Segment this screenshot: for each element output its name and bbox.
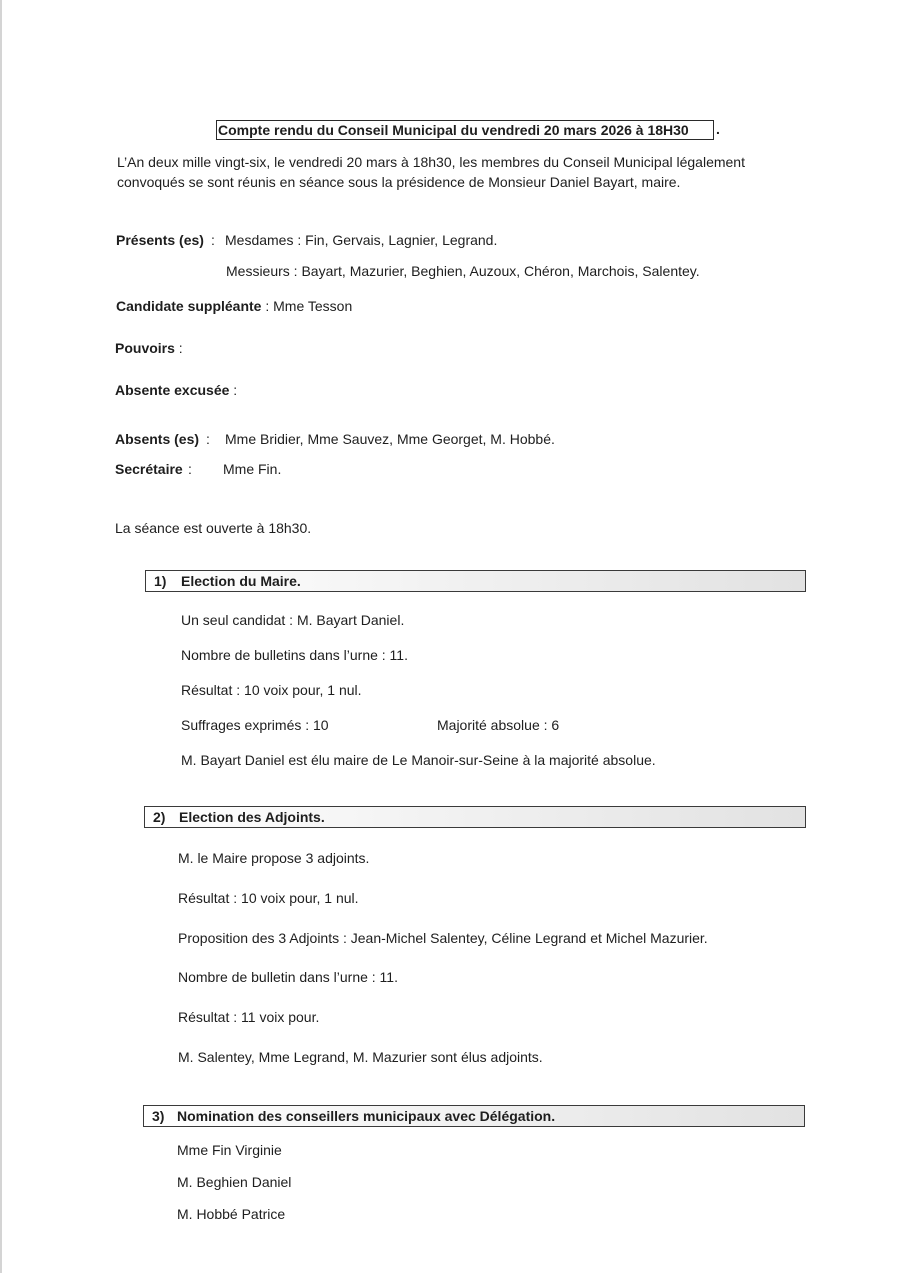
s1-elu: M. Bayart Daniel est élu maire de Le Manoir-sur-Seine à la majorité absolue. [181,752,656,768]
absents-value: Mme Bridier, Mme Sauvez, Mme Georget, M. Hobbé. [225,431,555,447]
excusee-row [115,381,237,399]
s1-resultat: Résultat : 10 voix pour, 1 nul. [181,682,362,698]
absents-sep: : [206,431,210,447]
document-title: Compte rendu du Conseil Municipal du vendredi 20 mars 2026 à 18H30 [216,120,714,140]
section-3-number: 3) [152,1108,165,1124]
section-2-header [144,806,806,828]
suppleante-row [116,297,352,315]
secretaire-sep: : [188,461,192,477]
s1-candidat: Un seul candidat : M. Bayart Daniel. [181,612,405,628]
intro-line-1: L’An deux mille vingt-six, le vendredi 20 mars à 18h30, les membres du Conseil Municipal légalement [117,154,745,170]
s2-propose: M. le Maire propose 3 adjoints. [178,850,370,866]
excusee-value: : [233,382,238,398]
secretaire-label: Secrétaire [115,461,183,477]
s1-majorite: Majorité absolue : 6 [437,717,560,733]
title-period: . [716,121,720,137]
opening-line: La séance est ouverte à 18h30. [115,520,312,536]
presents-label: Présents (es) [116,232,204,248]
presents-sep: : [211,232,215,248]
suppleante-label: Candidate suppléante [116,298,262,314]
s2-elus: M. Salentey, Mme Legrand, M. Mazurier sont élus adjoints. [178,1049,543,1065]
s2-resultat-1: Résultat : 10 voix pour, 1 nul. [178,890,359,906]
pouvoirs-value: : [178,340,183,356]
s3-name-2: M. Beghien Daniel [177,1174,292,1190]
intro-line-2: convoqués se sont réunis en séance sous la présidence de Monsieur Daniel Bayart, maire. [117,174,681,190]
s2-resultat-2: Résultat : 11 voix pour. [178,1009,320,1025]
s2-bulletin: Nombre de bulletin dans l’urne : 11. [178,969,398,985]
s3-name-3: M. Hobbé Patrice [177,1206,286,1222]
s1-bulletins: Nombre de bulletins dans l’urne : 11. [181,647,408,663]
s3-name-1: Mme Fin Virginie [177,1142,282,1158]
section-1-title: Election du Maire. [181,573,301,589]
presents-messieurs: Messieurs : Bayart, Mazurier, Beghien, Auzoux, Chéron, Marchois, Salentey. [226,263,700,279]
suppleante-value: : Mme Tesson [265,298,353,314]
excusee-label: Absente excusée [115,382,230,398]
pouvoirs-row [115,339,183,357]
presents-mesdames: Mesdames : Fin, Gervais, Lagnier, Legrand. [225,232,498,248]
section-2-number: 2) [153,809,166,825]
s2-proposition: Proposition des 3 Adjoints : Jean-Michel Salentey, Céline Legrand et Michel Mazurier. [178,930,708,946]
section-1-number: 1) [154,573,167,589]
section-2-title: Election des Adjoints. [179,809,325,825]
absents-label: Absents (es) [115,431,200,447]
pouvoirs-label: Pouvoirs [115,340,175,356]
s1-suffrages: Suffrages exprimés : 10 [181,717,329,733]
section-3-title: Nomination des conseillers municipaux avec Délégation. [177,1108,556,1124]
section-1-header [145,570,806,592]
section-3-header [143,1105,805,1127]
secretaire-value: Mme Fin. [223,461,282,477]
scan-edge [0,0,2,1273]
